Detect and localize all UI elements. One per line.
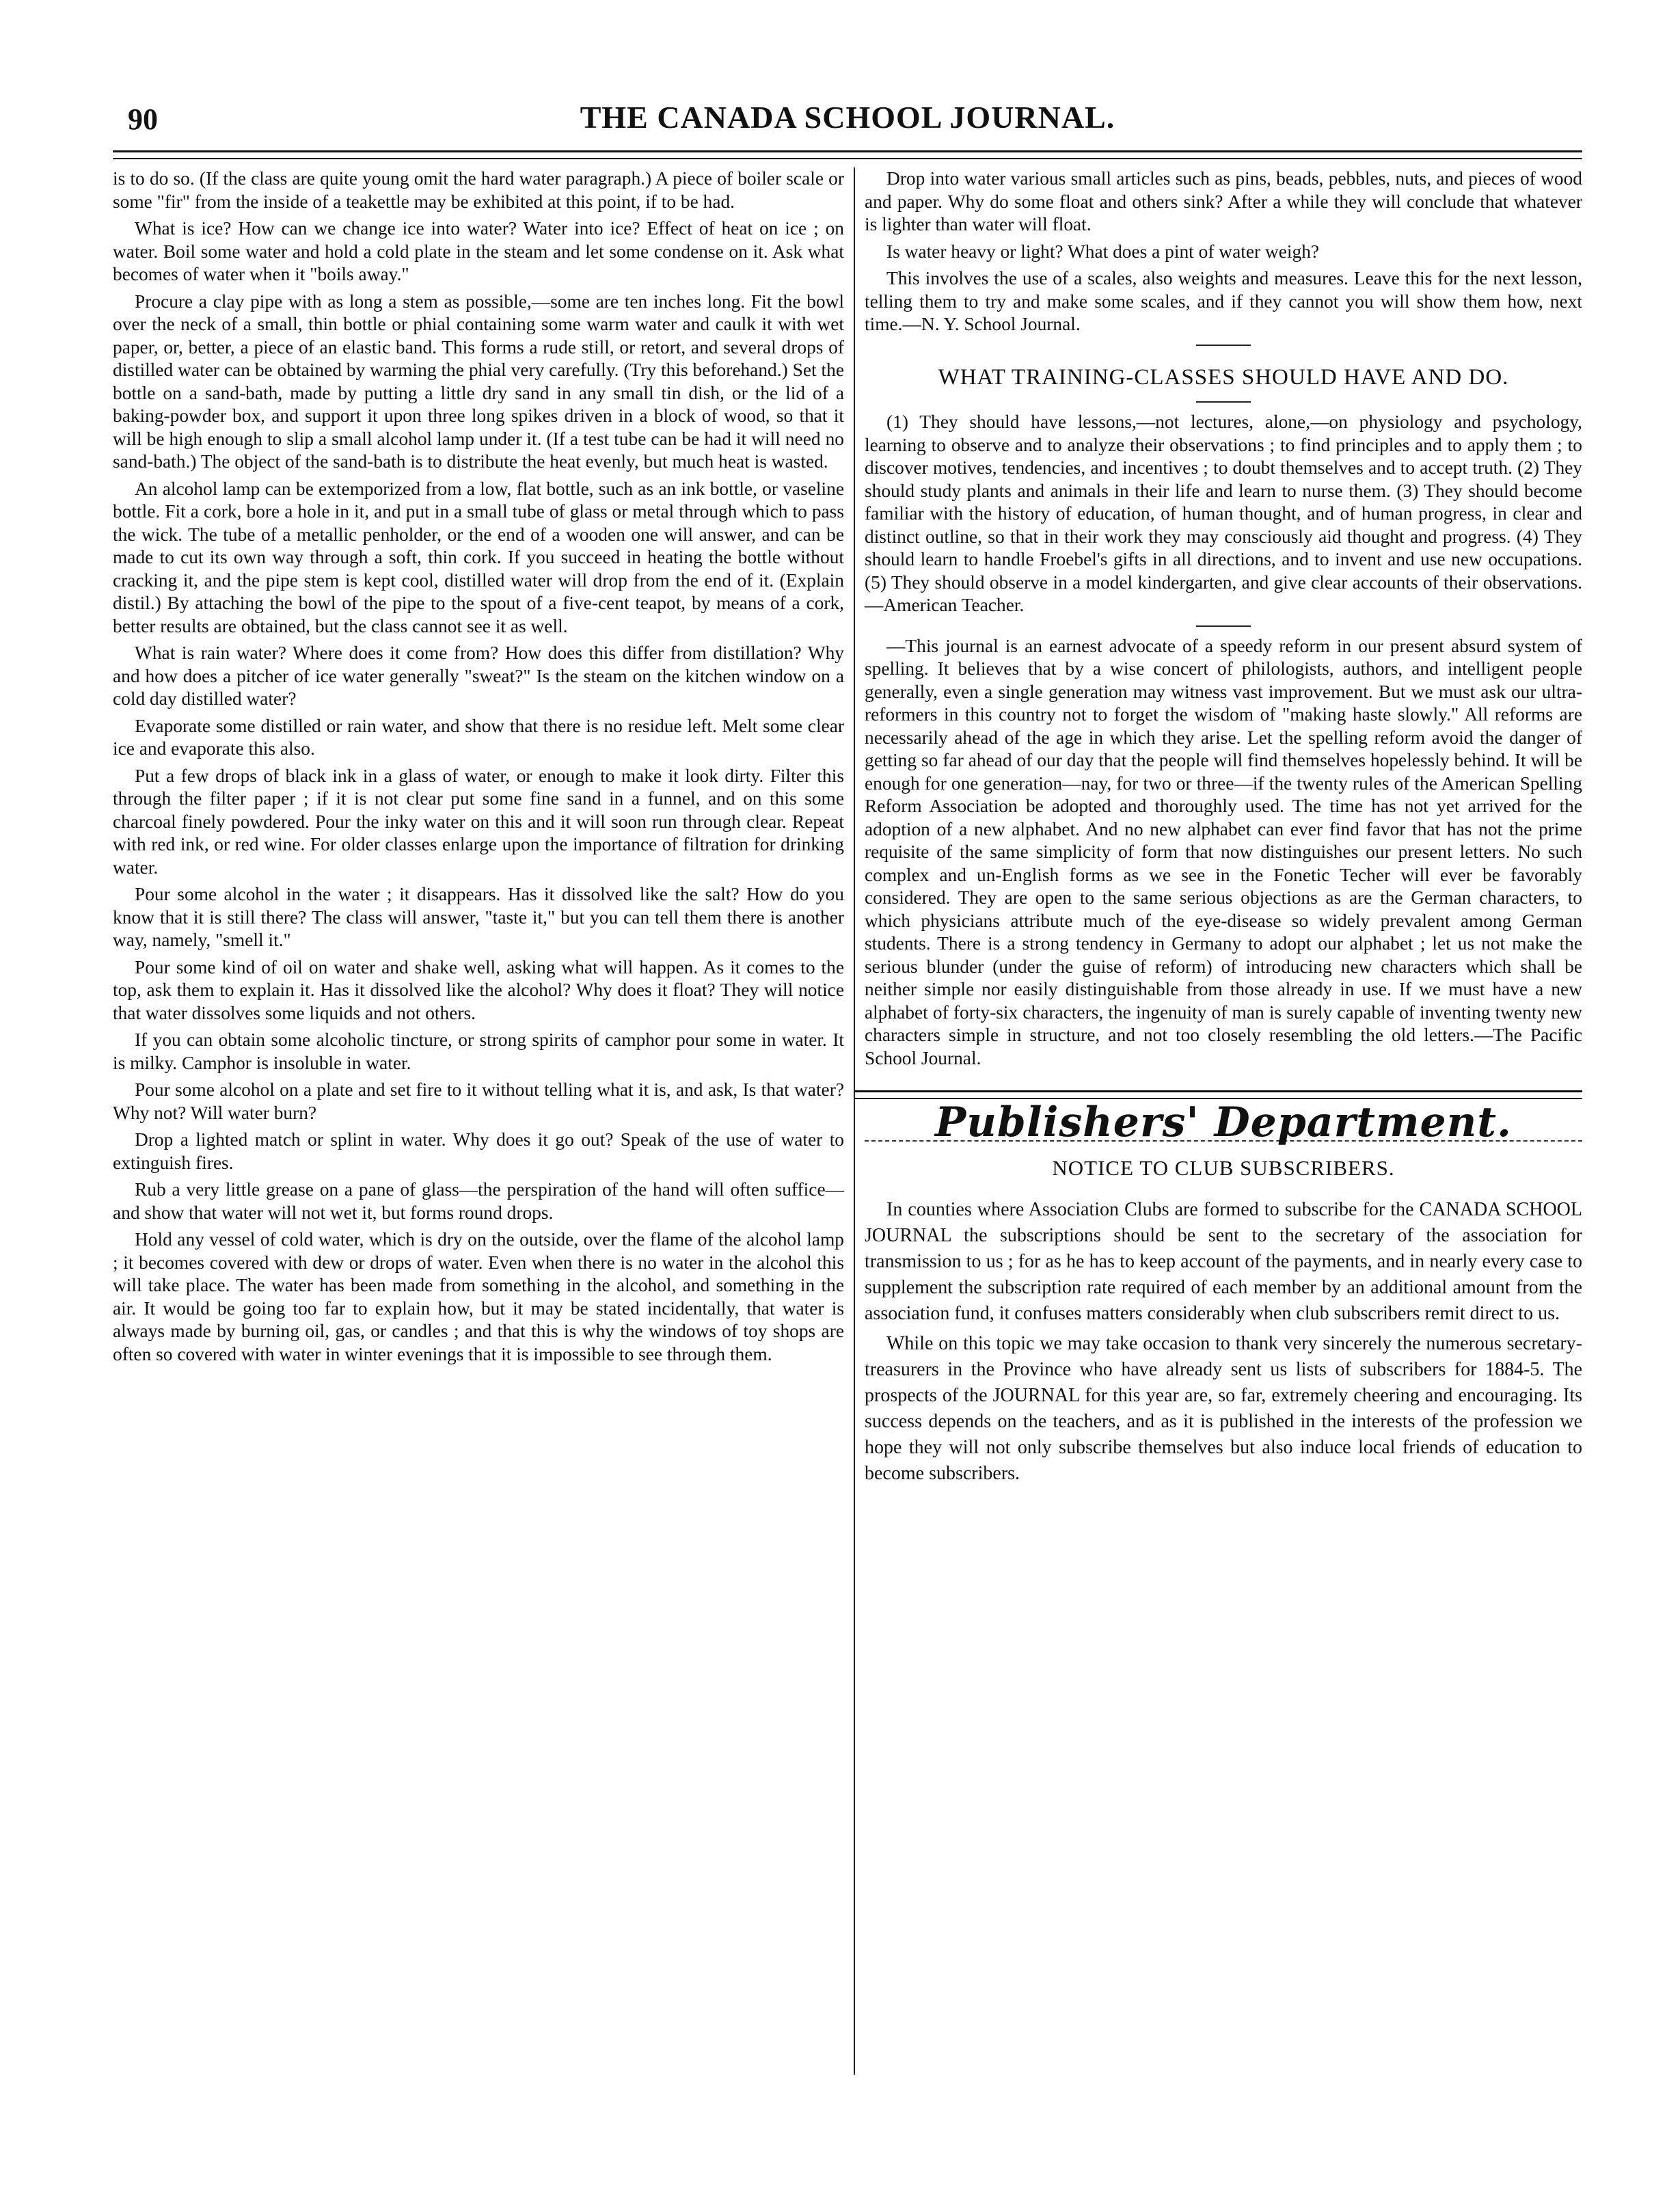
paragraph: Procure a clay pipe with as long a stem as possible,—some are ten inches long. Fit the bowl over the neck of a small, thin bottle or phial containing some warm water and caulk it with wet paper, or, better, a piece of an elastic band. This forms a rude still, or retort, and several drops of distilled water can be obtained by warming the phial very carefully. (Try this beforehand.) Set the bottle on a sand-bath, made by putting a little dry sand in any small tin dish, or the lid of a baking-powder box, and support it upon three long spikes driven in a block of wood, so that it will be high enough to slip a small alcohol lamp under it. (If a test tube can be had it will need no sand-bath.) The object of the sand-bath is to distribute the heat evenly, but much heat is wasted. — [113, 291, 844, 472]
paragraph: Evaporate some distilled or rain water, and show that there is no residue left. Melt some clear ice and evaporate this also. — [113, 715, 844, 759]
paragraph: Pour some alcohol on a plate and set fire to it without telling what it is, and ask, Is that water? Why not? Will water burn? — [113, 1079, 844, 1123]
journal-title: THE CANADA SCHOOL JOURNAL. — [580, 100, 1115, 135]
column-divider — [854, 167, 855, 2075]
left-column — [113, 167, 844, 1370]
notice-heading: NOTICE TO CLUB SUBSCRIBERS. — [1052, 1155, 1395, 1180]
paragraph: An alcohol lamp can be extemporized from a low, flat bottle, such as an ink bottle, or vaseline bottle. Fit a cork, bore a hole in it, and put in a small tube of glass or metal through which to pass the wick. The tube of a metallic penholder, or the end of a wooden one will answer, and can be made to cut its own way through a soft, thin cork. If you succeed in heating the bottle without cracking it, and the pipe stem is kept cool, distilled water will drop from the end of it. (Explain distil.) By attaching the bowl of the pipe to the spout of a five-cent teapot, by means of a cork, better results are obtained, but the class cannot see it as well. — [113, 478, 844, 636]
section-rule — [1196, 345, 1251, 346]
paragraph: What is rain water? Where does it come from? How does this differ from distillation? Why and how does a pitcher of ice water generally "sweat?" Is the steam on the kitchen window on a cold day distilled water? — [113, 643, 844, 709]
notice-body — [865, 1197, 1582, 1487]
paragraph: (1) They should have lessons,—not lectures, alone,—on physiology and psychology, learning to observe and to analyze their observations ; to find principles and to apply them ; to discover motives, tendencies, and incentives ; to doubt themselves and to accept truth. (2) They should study plants and animals in their life and learn to nurse them. (3) They should become familiar with the history of education, of human thought, and of human progress, in clear and distinct outline, so that in their work they may consciously aid thought and progress. (4) They should learn to handle Froebel's gifts in all directions, and to invent and use new occupations. (5) They should observe in a model kindergarten, and give clear accounts of their observations.—American Teacher. — [865, 412, 1582, 615]
paragraph: Drop into water various small articles such as pins, beads, pebbles, nuts, and pieces of wood and paper. Why do some float and others sink? After a while they will conclude that whatever is lighter than water will float. — [865, 168, 1582, 234]
paragraph: Pour some alcohol in the water ; it disappears. Has it dissolved like the salt? How do you know that it is still there? The class will answer, "taste it," but you can tell them there is another way, namely, "smell it." — [113, 884, 844, 950]
header-rule — [113, 150, 1582, 159]
paragraph: What is ice? How can we change ice into water? Water into ice? Effect of heat on ice ; on water. Boil some water and hold a cold plate in the steam and let some condense on it. Ask what becomes of water when it "boils away." — [113, 218, 844, 284]
paragraph: Rub a very little grease on a pane of glass—the perspiration of the hand will often suffice—and show that water will not wet it, but forms round drops. — [113, 1179, 844, 1223]
paragraph: Is water heavy or light? What does a pint of water weigh? — [886, 241, 1320, 262]
page-number: 90 — [128, 103, 158, 136]
paragraph: While on this topic we may take occasion to thank very sincerely the numerous secretary-treasurers in the Province who have already sent us lists of subscribers for 1884-5. The prospects of the JOURNAL for this year are, so far, extremely cheering and encouraging. Its success depends on the teachers, and as it is published in the interests of the profession we hope they will not only subscribe themselves but also induce local friends of education to become subscribers. — [865, 1333, 1582, 1484]
publishers-department-heading: Publishers' Department. — [935, 1098, 1512, 1146]
paragraph: Hold any vessel of cold water, which is dry on the outside, over the flame of the alcohol lamp ; it becomes covered with dew or drops of water. Even when there is no water in the alcohol this will take place. The water has been made from something in the alcohol, and something in the air. It would be going too far to explain how, but it may be stated incidentally, that water is always made by burning oil, gas, or candles ; and that this is why the windows of toy shops are often so covered with water in winter evenings that it is impossible to see through them. — [113, 1229, 844, 1364]
training-classes-heading: WHAT TRAINING-CLASSES SHOULD HAVE AND DO. — [938, 364, 1509, 390]
paragraph: Put a few drops of black ink in a glass of water, or enough to make it look dirty. Filter this through the filter paper ; if it is not clear put some fine sand in a funnel, and on this some charcoal finely powdered. Pour the inky water on this and it will soon run through clear. Repeat with red ink, or red wine. For older classes enlarge upon the importance of filtration for drinking water. — [113, 765, 844, 878]
paragraph: is to do so. (If the class are quite young omit the hard water paragraph.) A piece of boiler scale or some "fir" from the inside of a teakettle may be exhibited at this point, if to be had. — [113, 168, 844, 212]
paragraph: Drop a lighted match or splint in water. Why does it go out? Speak of the use of water to extinguish fires. — [113, 1129, 844, 1173]
right-column — [865, 167, 1582, 1491]
paragraph: —This journal is an earnest advocate of a speedy reform in our present absurd system of spelling. It believes that by a wise concert of philologists, authors, and intelligent people generally, even a single generation may witness vast improvement. But we must ask our ultra-reformers in this country not to forget the wisdom of "making haste slowly." All reforms are necessarily ahead of the age in which they arise. Let the spelling reform avoid the danger of getting so far ahead of our day that the people will find themselves hopelessly behind. It will be enough for one generation—nay, for two or three—if the twenty rules of the American Spelling Reform Association be adopted and thoroughly used. The time has not yet arrived for the adoption of a new alphabet. And no new alphabet can ever find favor that has not the prime requisite of the same simplicity of form that now distinguishes our present letters. No such complex and un-English forms as we see in the Fonetic Techer will ever be favorably considered. They are open to the same serious objections as are the German characters, to which physicians attribute much of the eye-disease so widely prevalent among German students. There is a strong tendency in Germany to adopt our alphabet ; let us not make the serious blunder (under the guise of reform) of introducing new characters which shall be neither simple nor easily distinguishable from those already in use. If we must have a new alphabet of forty-six characters, the ingenuity of man is surely capable of inventing twenty new characters simple in structure, and not too closely resembling the old letters.—The Pacific School Journal. — [865, 635, 1582, 1068]
section-rule — [1196, 625, 1251, 627]
paragraph: Pour some kind of oil on water and shake well, asking what will happen. As it comes to the top, ask them to explain it. Has it dissolved like the alcohol? Why does it float? They will notice that water dissolves some liquids and not others. — [113, 956, 844, 1023]
page-header — [113, 99, 1582, 140]
paragraph: This involves the use of a scales, also weights and measures. Leave this for the next lesson, telling them to try and make some scales, and if they cannot you will show them how, next time.—N. Y. School Journal. — [865, 268, 1582, 334]
paragraph: In counties where Association Clubs are formed to subscribe for the CANADA SCHOOL JOURNAL the subscriptions should be sent to the secretary of the association for transmission to us ; for as he has to keep account of the payments, and in nearly every case to supplement the subscription rate required of each member by an additional amount from the association fund, it confuses matters considerably when club subscribers remit direct to us. — [865, 1199, 1582, 1324]
paragraph: If you can obtain some alcoholic tincture, or strong spirits of camphor pour some in water. It is milky. Camphor is insoluble in water. — [113, 1029, 844, 1073]
section-rule — [1196, 401, 1251, 403]
